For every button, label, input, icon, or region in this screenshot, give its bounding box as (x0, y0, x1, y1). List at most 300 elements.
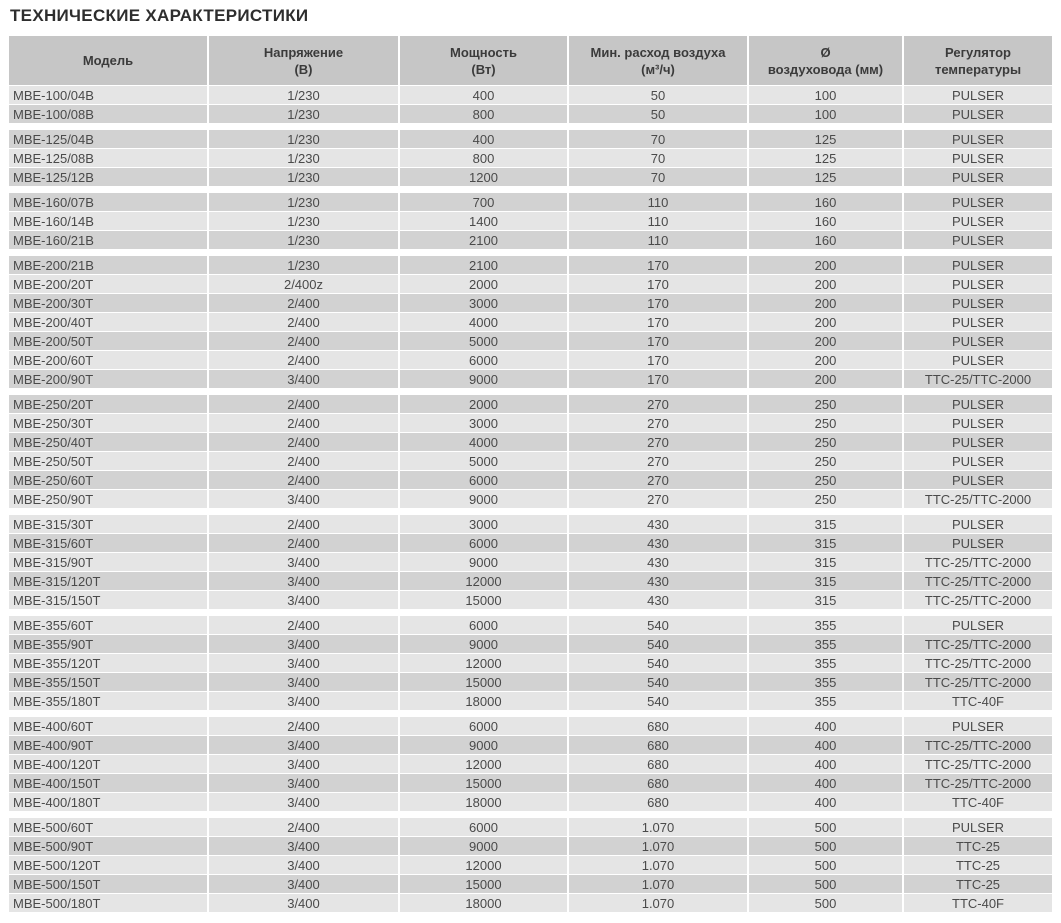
table-row (9, 351, 1052, 369)
cell-regulator: TTC-25 (902, 856, 1052, 874)
cell-voltage: 3/400 (207, 875, 398, 893)
cell-diameter: 500 (747, 837, 902, 855)
cell-model: MBE-250/20T (9, 395, 207, 413)
cell-diameter: 250 (747, 433, 902, 451)
cell-regulator: TTC-25/TTC-2000 (902, 635, 1052, 653)
cell-power: 2000 (398, 275, 567, 293)
cell-regulator: TTC-25 (902, 875, 1052, 893)
header-diameter-symbol: Ø (820, 44, 831, 60)
header-diameter (747, 36, 902, 85)
cell-diameter: 400 (747, 793, 902, 811)
cell-power: 6000 (398, 717, 567, 735)
cell-model: MBE-200/60T (9, 351, 207, 369)
cell-airflow: 270 (567, 452, 747, 470)
cell-regulator: TTC-25/TTC-2000 (902, 755, 1052, 773)
row-group (9, 515, 1052, 609)
cell-power: 9000 (398, 635, 567, 653)
cell-airflow: 270 (567, 433, 747, 451)
cell-power: 3000 (398, 414, 567, 432)
spec-table (9, 36, 1052, 912)
table-row (9, 793, 1052, 811)
cell-voltage: 3/400 (207, 856, 398, 874)
cell-model: MBE-400/180T (9, 793, 207, 811)
cell-diameter: 400 (747, 774, 902, 792)
cell-voltage: 3/400 (207, 736, 398, 754)
cell-power: 3000 (398, 515, 567, 533)
cell-regulator: TTC-40F (902, 793, 1052, 811)
cell-regulator: TTC-25/TTC-2000 (902, 572, 1052, 590)
cell-voltage: 2/400 (207, 332, 398, 350)
table-row (9, 774, 1052, 792)
cell-voltage: 3/400 (207, 572, 398, 590)
cell-power: 9000 (398, 553, 567, 571)
cell-regulator: TTC-25/TTC-2000 (902, 553, 1052, 571)
cell-model: MBE-250/30T (9, 414, 207, 432)
cell-voltage: 2/400 (207, 818, 398, 836)
table-body (9, 86, 1052, 912)
cell-model: MBE-250/40T (9, 433, 207, 451)
cell-airflow: 50 (567, 86, 747, 104)
cell-model: MBE-400/90T (9, 736, 207, 754)
cell-airflow: 170 (567, 332, 747, 350)
cell-airflow: 540 (567, 673, 747, 691)
table-row (9, 654, 1052, 672)
cell-power: 12000 (398, 856, 567, 874)
cell-diameter: 200 (747, 370, 902, 388)
cell-model: MBE-500/90T (9, 837, 207, 855)
cell-voltage: 3/400 (207, 654, 398, 672)
cell-model: MBE-125/08B (9, 149, 207, 167)
cell-power: 400 (398, 130, 567, 148)
cell-regulator: PULSER (902, 616, 1052, 634)
cell-diameter: 355 (747, 635, 902, 653)
cell-diameter: 250 (747, 452, 902, 470)
cell-power: 12000 (398, 654, 567, 672)
cell-power: 6000 (398, 471, 567, 489)
cell-diameter: 160 (747, 212, 902, 230)
cell-regulator: PULSER (902, 534, 1052, 552)
header-power (398, 36, 567, 85)
cell-voltage: 1/230 (207, 193, 398, 211)
cell-regulator: PULSER (902, 256, 1052, 274)
cell-diameter: 500 (747, 856, 902, 874)
table-row (9, 534, 1052, 552)
cell-voltage: 2/400 (207, 395, 398, 413)
table-row (9, 490, 1052, 508)
cell-power: 15000 (398, 591, 567, 609)
cell-diameter: 400 (747, 736, 902, 754)
table-row (9, 736, 1052, 754)
table-row (9, 673, 1052, 691)
cell-voltage: 3/400 (207, 774, 398, 792)
cell-model: MBE-200/90T (9, 370, 207, 388)
cell-model: MBE-355/150T (9, 673, 207, 691)
cell-model: MBE-100/08B (9, 105, 207, 123)
cell-regulator: PULSER (902, 231, 1052, 249)
table-row (9, 818, 1052, 836)
cell-airflow: 70 (567, 168, 747, 186)
row-group (9, 395, 1052, 508)
cell-diameter: 125 (747, 168, 902, 186)
cell-airflow: 1.070 (567, 818, 747, 836)
table-row (9, 515, 1052, 533)
cell-regulator: PULSER (902, 294, 1052, 312)
cell-regulator: PULSER (902, 515, 1052, 533)
cell-power: 9000 (398, 370, 567, 388)
cell-power: 400 (398, 86, 567, 104)
cell-model: MBE-315/60T (9, 534, 207, 552)
cell-diameter: 125 (747, 149, 902, 167)
cell-voltage: 1/230 (207, 130, 398, 148)
cell-diameter: 500 (747, 875, 902, 893)
cell-diameter: 200 (747, 275, 902, 293)
cell-airflow: 110 (567, 231, 747, 249)
cell-voltage: 2/400 (207, 471, 398, 489)
table-row (9, 414, 1052, 432)
cell-diameter: 315 (747, 515, 902, 533)
cell-voltage: 2/400 (207, 534, 398, 552)
cell-airflow: 70 (567, 149, 747, 167)
cell-airflow: 70 (567, 130, 747, 148)
cell-airflow: 540 (567, 654, 747, 672)
table-row (9, 572, 1052, 590)
cell-model: MBE-355/120T (9, 654, 207, 672)
cell-model: MBE-400/150T (9, 774, 207, 792)
cell-airflow: 170 (567, 275, 747, 293)
table-row (9, 130, 1052, 148)
cell-regulator: TTC-25/TTC-2000 (902, 774, 1052, 792)
table-row (9, 635, 1052, 653)
row-group (9, 256, 1052, 388)
cell-airflow: 680 (567, 793, 747, 811)
cell-voltage: 2/400 (207, 414, 398, 432)
row-group (9, 86, 1052, 123)
cell-model: MBE-355/60T (9, 616, 207, 634)
table-row (9, 471, 1052, 489)
cell-regulator: PULSER (902, 149, 1052, 167)
cell-diameter: 100 (747, 105, 902, 123)
cell-power: 15000 (398, 875, 567, 893)
page-title: ТЕХНИЧЕСКИЕ ХАРАКТЕРИСТИКИ (10, 6, 309, 25)
table-row (9, 856, 1052, 874)
table-row (9, 692, 1052, 710)
cell-power: 2100 (398, 231, 567, 249)
cell-diameter: 355 (747, 673, 902, 691)
table-row (9, 616, 1052, 634)
cell-power: 2100 (398, 256, 567, 274)
cell-model: MBE-315/30T (9, 515, 207, 533)
cell-regulator: TTC-25/TTC-2000 (902, 370, 1052, 388)
cell-voltage: 2/400 (207, 433, 398, 451)
cell-diameter: 200 (747, 294, 902, 312)
cell-airflow: 680 (567, 717, 747, 735)
table-row (9, 256, 1052, 274)
cell-model: MBE-125/04B (9, 130, 207, 148)
cell-regulator: PULSER (902, 168, 1052, 186)
cell-airflow: 430 (567, 515, 747, 533)
cell-diameter: 500 (747, 818, 902, 836)
cell-model: MBE-315/90T (9, 553, 207, 571)
cell-voltage: 3/400 (207, 673, 398, 691)
cell-model: MBE-400/120T (9, 755, 207, 773)
cell-diameter: 355 (747, 616, 902, 634)
cell-model: MBE-500/150T (9, 875, 207, 893)
cell-diameter: 355 (747, 654, 902, 672)
cell-voltage: 3/400 (207, 755, 398, 773)
cell-diameter: 200 (747, 256, 902, 274)
cell-model: MBE-100/04B (9, 86, 207, 104)
cell-airflow: 270 (567, 471, 747, 489)
cell-model: MBE-200/50T (9, 332, 207, 350)
cell-regulator: TTC-25/TTC-2000 (902, 490, 1052, 508)
cell-regulator: TTC-25/TTC-2000 (902, 591, 1052, 609)
row-group (9, 130, 1052, 186)
cell-diameter: 160 (747, 193, 902, 211)
cell-model: MBE-160/21B (9, 231, 207, 249)
cell-voltage: 3/400 (207, 591, 398, 609)
cell-diameter: 315 (747, 572, 902, 590)
cell-voltage: 2/400z (207, 275, 398, 293)
header-diameter-label: воздуховода (мм) (767, 61, 884, 77)
cell-model: MBE-500/120T (9, 856, 207, 874)
table-row (9, 275, 1052, 293)
cell-airflow: 540 (567, 635, 747, 653)
cell-model: MBE-355/180T (9, 692, 207, 710)
table-row (9, 395, 1052, 413)
cell-voltage: 2/400 (207, 515, 398, 533)
cell-power: 2000 (398, 395, 567, 413)
header-model (9, 36, 207, 85)
cell-diameter: 200 (747, 351, 902, 369)
cell-diameter: 250 (747, 490, 902, 508)
cell-diameter: 100 (747, 86, 902, 104)
table-row (9, 193, 1052, 211)
cell-airflow: 430 (567, 572, 747, 590)
cell-regulator: PULSER (902, 313, 1052, 331)
table-row (9, 837, 1052, 855)
cell-voltage: 3/400 (207, 553, 398, 571)
cell-power: 800 (398, 105, 567, 123)
cell-regulator: TTC-25 (902, 837, 1052, 855)
cell-airflow: 170 (567, 351, 747, 369)
cell-airflow: 1.070 (567, 875, 747, 893)
cell-airflow: 170 (567, 313, 747, 331)
cell-regulator: PULSER (902, 395, 1052, 413)
cell-airflow: 170 (567, 294, 747, 312)
cell-power: 18000 (398, 793, 567, 811)
cell-voltage: 1/230 (207, 231, 398, 249)
cell-voltage: 1/230 (207, 212, 398, 230)
cell-voltage: 3/400 (207, 370, 398, 388)
header-voltage (207, 36, 398, 85)
cell-regulator: PULSER (902, 332, 1052, 350)
table-row (9, 313, 1052, 331)
cell-model: MBE-160/14B (9, 212, 207, 230)
cell-regulator: TTC-25/TTC-2000 (902, 736, 1052, 754)
cell-power: 18000 (398, 894, 567, 912)
cell-airflow: 430 (567, 534, 747, 552)
cell-airflow: 270 (567, 490, 747, 508)
cell-diameter: 250 (747, 414, 902, 432)
cell-model: MBE-500/180T (9, 894, 207, 912)
cell-voltage: 2/400 (207, 313, 398, 331)
cell-airflow: 1.070 (567, 837, 747, 855)
cell-diameter: 160 (747, 231, 902, 249)
table-row (9, 168, 1052, 186)
table-row (9, 294, 1052, 312)
cell-regulator: TTC-40F (902, 894, 1052, 912)
cell-airflow: 540 (567, 616, 747, 634)
cell-regulator: TTC-40F (902, 692, 1052, 710)
cell-regulator: TTC-25/TTC-2000 (902, 654, 1052, 672)
cell-voltage: 3/400 (207, 635, 398, 653)
cell-airflow: 540 (567, 692, 747, 710)
cell-diameter: 500 (747, 894, 902, 912)
cell-model: MBE-355/90T (9, 635, 207, 653)
cell-diameter: 315 (747, 534, 902, 552)
cell-model: MBE-200/40T (9, 313, 207, 331)
cell-power: 12000 (398, 572, 567, 590)
cell-diameter: 200 (747, 332, 902, 350)
table-row (9, 553, 1052, 571)
table-row (9, 231, 1052, 249)
table-row (9, 149, 1052, 167)
cell-voltage: 3/400 (207, 793, 398, 811)
cell-power: 700 (398, 193, 567, 211)
cell-voltage: 2/400 (207, 452, 398, 470)
cell-airflow: 110 (567, 193, 747, 211)
cell-diameter: 200 (747, 313, 902, 331)
cell-power: 6000 (398, 534, 567, 552)
cell-voltage: 2/400 (207, 294, 398, 312)
header-power-label: Мощность (450, 44, 517, 60)
cell-diameter: 250 (747, 471, 902, 489)
cell-voltage: 3/400 (207, 490, 398, 508)
cell-power: 3000 (398, 294, 567, 312)
cell-power: 800 (398, 149, 567, 167)
table-header (9, 36, 1052, 85)
cell-regulator: PULSER (902, 193, 1052, 211)
cell-airflow: 1.070 (567, 894, 747, 912)
cell-power: 5000 (398, 332, 567, 350)
header-airflow (567, 36, 747, 85)
table-row (9, 755, 1052, 773)
cell-power: 5000 (398, 452, 567, 470)
cell-regulator: PULSER (902, 818, 1052, 836)
cell-regulator: PULSER (902, 433, 1052, 451)
cell-voltage: 3/400 (207, 837, 398, 855)
cell-model: MBE-250/50T (9, 452, 207, 470)
cell-power: 4000 (398, 433, 567, 451)
cell-model: MBE-315/150T (9, 591, 207, 609)
cell-power: 6000 (398, 616, 567, 634)
cell-airflow: 170 (567, 370, 747, 388)
table-row (9, 452, 1052, 470)
table-row (9, 433, 1052, 451)
cell-diameter: 250 (747, 395, 902, 413)
cell-airflow: 50 (567, 105, 747, 123)
cell-power: 6000 (398, 351, 567, 369)
header-voltage-unit: (В) (294, 61, 313, 77)
cell-diameter: 315 (747, 591, 902, 609)
cell-power: 9000 (398, 837, 567, 855)
row-group (9, 818, 1052, 912)
cell-voltage: 1/230 (207, 105, 398, 123)
cell-model: MBE-250/60T (9, 471, 207, 489)
cell-diameter: 315 (747, 553, 902, 571)
cell-voltage: 1/230 (207, 86, 398, 104)
cell-regulator: PULSER (902, 717, 1052, 735)
cell-diameter: 400 (747, 755, 902, 773)
cell-regulator: PULSER (902, 212, 1052, 230)
table-row (9, 717, 1052, 735)
table-row (9, 332, 1052, 350)
cell-voltage: 1/230 (207, 149, 398, 167)
cell-model: MBE-200/30T (9, 294, 207, 312)
cell-power: 18000 (398, 692, 567, 710)
row-group (9, 717, 1052, 811)
table-row (9, 591, 1052, 609)
cell-airflow: 680 (567, 736, 747, 754)
cell-voltage: 3/400 (207, 894, 398, 912)
cell-airflow: 1.070 (567, 856, 747, 874)
cell-diameter: 125 (747, 130, 902, 148)
table-row (9, 86, 1052, 104)
row-group (9, 616, 1052, 710)
cell-regulator: PULSER (902, 86, 1052, 104)
cell-model: MBE-125/12B (9, 168, 207, 186)
header-regulator-label: Регулятор (945, 44, 1011, 60)
cell-power: 4000 (398, 313, 567, 331)
cell-diameter: 355 (747, 692, 902, 710)
header-airflow-unit: (м³/ч) (641, 61, 675, 77)
cell-voltage: 1/230 (207, 256, 398, 274)
cell-regulator: PULSER (902, 275, 1052, 293)
table-row (9, 212, 1052, 230)
cell-diameter: 400 (747, 717, 902, 735)
header-model-label: Модель (82, 53, 134, 68)
row-group (9, 193, 1052, 249)
header-power-unit: (Вт) (471, 61, 496, 77)
cell-voltage: 3/400 (207, 692, 398, 710)
table-row (9, 894, 1052, 912)
cell-model: MBE-500/60T (9, 818, 207, 836)
cell-regulator: PULSER (902, 130, 1052, 148)
header-regulator-label2: температуры (934, 61, 1022, 77)
cell-regulator: PULSER (902, 452, 1052, 470)
cell-voltage: 2/400 (207, 616, 398, 634)
cell-model: MBE-400/60T (9, 717, 207, 735)
cell-airflow: 680 (567, 774, 747, 792)
header-regulator (902, 36, 1052, 85)
cell-model: MBE-250/90T (9, 490, 207, 508)
header-airflow-label: Мин. расход воздуха (590, 44, 726, 60)
cell-model: MBE-200/21B (9, 256, 207, 274)
table-row (9, 105, 1052, 123)
cell-power: 1200 (398, 168, 567, 186)
cell-voltage: 2/400 (207, 351, 398, 369)
cell-power: 15000 (398, 774, 567, 792)
cell-power: 12000 (398, 755, 567, 773)
cell-power: 15000 (398, 673, 567, 691)
cell-model: MBE-315/120T (9, 572, 207, 590)
table-row (9, 370, 1052, 388)
cell-regulator: PULSER (902, 414, 1052, 432)
cell-regulator: PULSER (902, 351, 1052, 369)
cell-model: MBE-160/07B (9, 193, 207, 211)
cell-regulator: PULSER (902, 471, 1052, 489)
cell-airflow: 430 (567, 591, 747, 609)
